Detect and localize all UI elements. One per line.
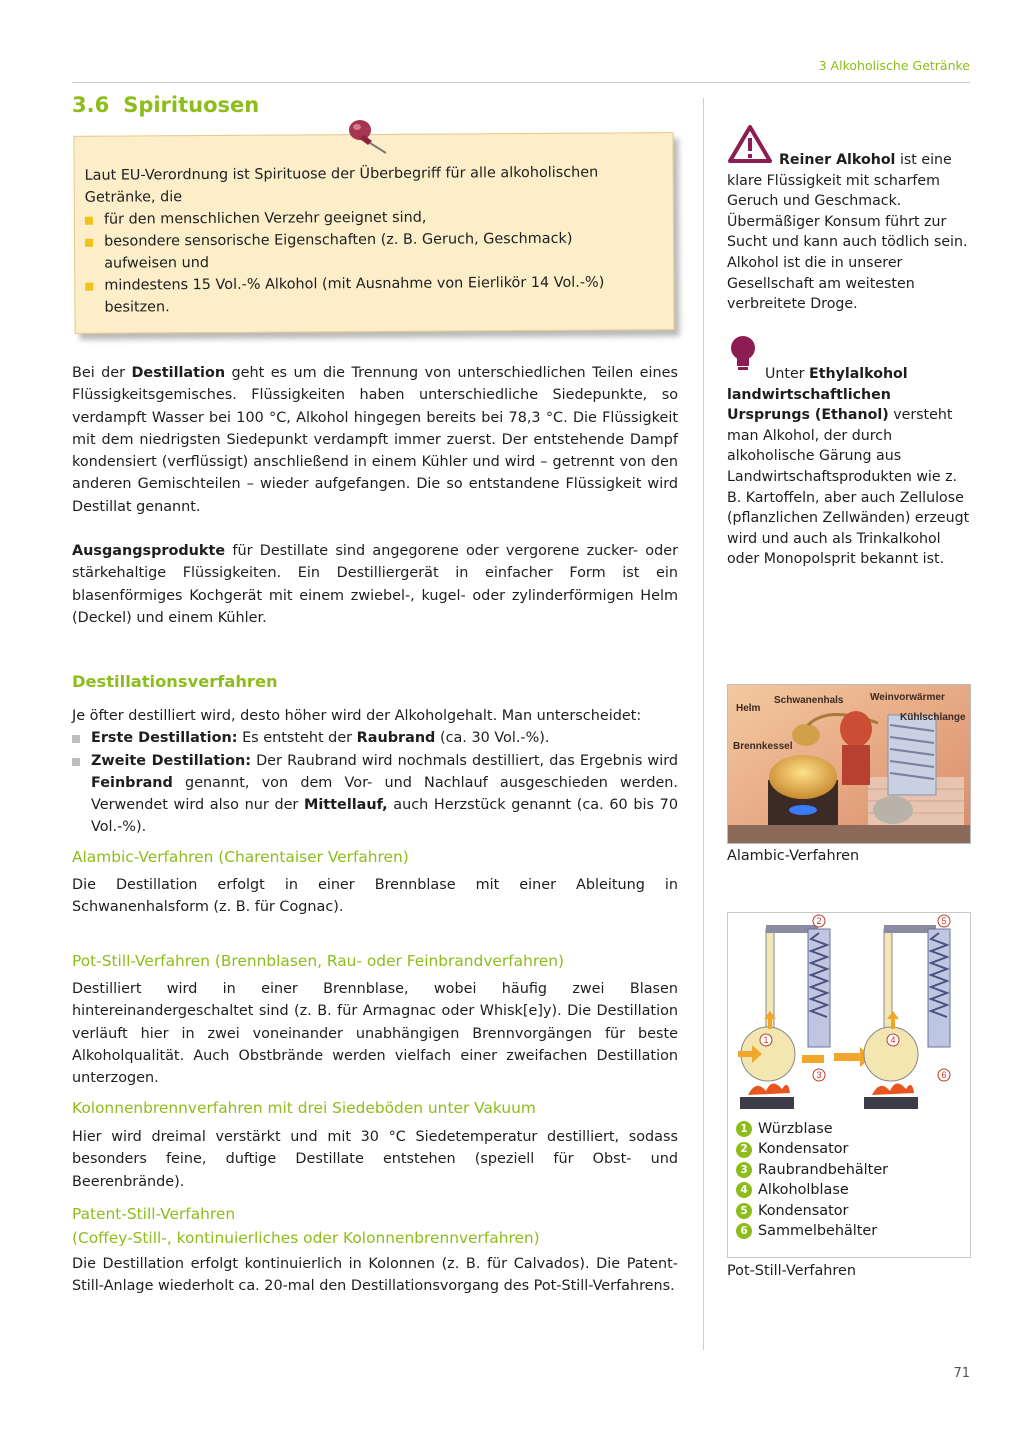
legend-item: 5 Kondensator [736, 1201, 888, 1221]
definition-note [73, 132, 674, 334]
marker-3: 3 [816, 1070, 822, 1080]
potstill-figure [727, 912, 971, 1258]
label-weinvorwaermer: Weinvorwärmer [870, 692, 945, 703]
paragraph-destillation: Bei der Destillation geht es um die Trennung von unterschiedlichen Teilen eines Flüssigkeitsgemisches. Flüssigkeiten haben unterschiedliche Siedepunkte, so verdampft Wasser bei 100 °C, Alkohol hingegen bereits bei 78,3 °C. Die Flüssigkeit mit dem niedrigsten Siedepunkt verdampft immer zuerst. Der entstehende Dampf kondensiert (verflüssigt) anschließend in einem Kühler und wird – getrennt von den anderen Gemischteilen – wieder aufgefangen. Die so entstandene Flüssigkeit wird Destillat genannt. [72, 365, 678, 515]
legend-item: 6 Sammelbehälter [736, 1221, 888, 1241]
label-schwanenhals: Schwanenhals [774, 695, 844, 706]
note-intro: Laut EU-Verordnung ist Spirituose der Überbegriff für alle alkoholischen Getränke, die [84, 164, 599, 206]
paragraph-ausgangsprodukte: Ausgangsprodukte für Destillate sind angegorene oder vergorene zucker- oder stärkehaltige Flüssigkeiten. Ein Destilliergerät in einfacher Form ist ein blasenförmiges Kochgerät mit einem zwiebel-, kugel- oder zylinderförmigen Helm (Deckel) und einem Kühler. [72, 543, 678, 626]
heading-alambic: Alambic-Verfahren (Charentaiser Verfahren) [72, 848, 409, 866]
caption-potstill: Pot-Still-Verfahren [727, 1263, 857, 1279]
paragraph-potstill: Destilliert wird in einer Brennblase, wobei häufig zwei Blasen hintereinandergeschaltet sind (z. B. für Armagnac oder Whisk[e]y). Die Destillation verläuft hier in zwei voneinander unabhängigen Brennvorgängen für beste Alkoholqualität. Auch Obstbrände werden vielfach einer zweifachen Destillation unterzogen. [72, 981, 678, 1087]
marker-1: 1 [763, 1035, 769, 1045]
destillation-block [72, 705, 678, 839]
warning-text: Reiner Alkohol ist eine klare Flüssigkeit mit scharfem Geruch und Geschmack. Übermäßiger Konsum führt zur Sucht und kann auch tödlich sein. Alkohol ist die in unserer Gesellschaft am weitesten verbreitete Droge. [727, 152, 968, 313]
label-kuehlschlange: Kühlschlange [900, 712, 966, 723]
pushpin-icon [344, 117, 390, 157]
potstill-diagram [728, 913, 970, 1113]
potstill-legend [736, 1119, 888, 1241]
marker-2: 2 [816, 916, 822, 926]
list-item: Erste Destillation: Es entsteht der Raubrand (ca. 30 Vol.-%). [72, 727, 678, 749]
destillation-intro: Je öfter destilliert wird, desto höher wird der Alkoholgehalt. Man unterscheidet: [72, 708, 642, 724]
header-rule [72, 82, 970, 83]
note-list [85, 205, 646, 318]
legend-item: 4 Alkoholblase [736, 1180, 888, 1200]
running-head: 3 Alkoholische Getränke [818, 58, 970, 73]
column-divider [703, 98, 704, 1350]
alambic-drawing [728, 685, 970, 843]
paragraph-patentstill: Die Destillation erfolgt kontinuierlich in Kolonnen (z. B. für Calvados). Die Patent-Still-Anlage wiederholt ca. 20-mal den Destillationsvorgang des Pot-Still-Verfahrens. [72, 1256, 678, 1295]
legend-item: 2 Kondensator [736, 1139, 888, 1159]
label-helm: Helm [736, 703, 761, 714]
section-title-text: Spirituosen [123, 93, 260, 117]
destillation-list [72, 727, 678, 838]
list-item: Zweite Destillation: Der Raubrand wird nochmals destilliert, das Ergebnis wird Feinbrand genannt, von dem Vor- und Nachlauf ausgeschieden werden. Verwendet wird also nur der Mittellauf, auch Herzstück genannt (ca. 60 bis 70 Vol.-%). [72, 750, 678, 839]
legend-item: 3 Raubrandbehälter [736, 1160, 888, 1180]
heading-patentstill: Patent-Still-Verfahren (Coffey-Still-, kontinuierliches oder Kolonnenbrennverfahren) [72, 1205, 540, 1247]
heading-destillationsverfahren: Destillationsverfahren [72, 672, 278, 691]
section-number: 3.6 [72, 93, 110, 117]
label-brennkessel: Brennkessel [733, 741, 793, 752]
legend-item: 1 Würzblase [736, 1119, 888, 1139]
marker-6: 6 [941, 1070, 947, 1080]
caption-alambic: Alambic-Verfahren [727, 848, 860, 864]
section-title [72, 93, 259, 117]
note-item: mindestens 15 Vol.-% Alkohol (mit Ausnahme von Eierlikör 14 Vol.-%) besitzen. [85, 271, 645, 318]
heading-kolonnen: Kolonnenbrennverfahren mit drei Siedeböden unter Vakuum [72, 1099, 536, 1117]
paragraph-alambic: Die Destillation erfolgt in einer Brennblase mit einer Ableitung in Schwanenhalsform (z. B. für Cognac). [72, 877, 678, 916]
tip-text: Unter Ethylalkohol landwirtschaftlichen Ursprungs (Ethanol) versteht man Alkohol, der durch alkoholische Gärung aus Landwirtschaftsprodukten wie z. B. Kartoffeln, aber auch Zellulose (pflanzlichen Zellwänden) erzeugt wird und auch als Trinkalkohol oder Monopolsprit bekannt ist. [727, 366, 970, 568]
page-number: 71 [953, 1366, 970, 1381]
note-item: für den menschlichen Verzehr geeignet sind, [85, 205, 645, 230]
alambic-illustration [727, 684, 971, 844]
marker-4: 4 [890, 1035, 896, 1045]
marker-5: 5 [941, 916, 947, 926]
paragraph-kolonnen: Hier wird dreimal verstärkt und mit 30 °C Siedetemperatur destilliert, sodass besonders feine, duftige Destillate entstehen (speziell für Obst- und Beerenbrände). [72, 1129, 678, 1190]
heading-potstill: Pot-Still-Verfahren (Brennblasen, Rau- oder Feinbrandverfahren) [72, 952, 565, 970]
note-item: besondere sensorische Eigenschaften (z. B. Geruch, Geschmack) aufweisen und [85, 227, 645, 274]
